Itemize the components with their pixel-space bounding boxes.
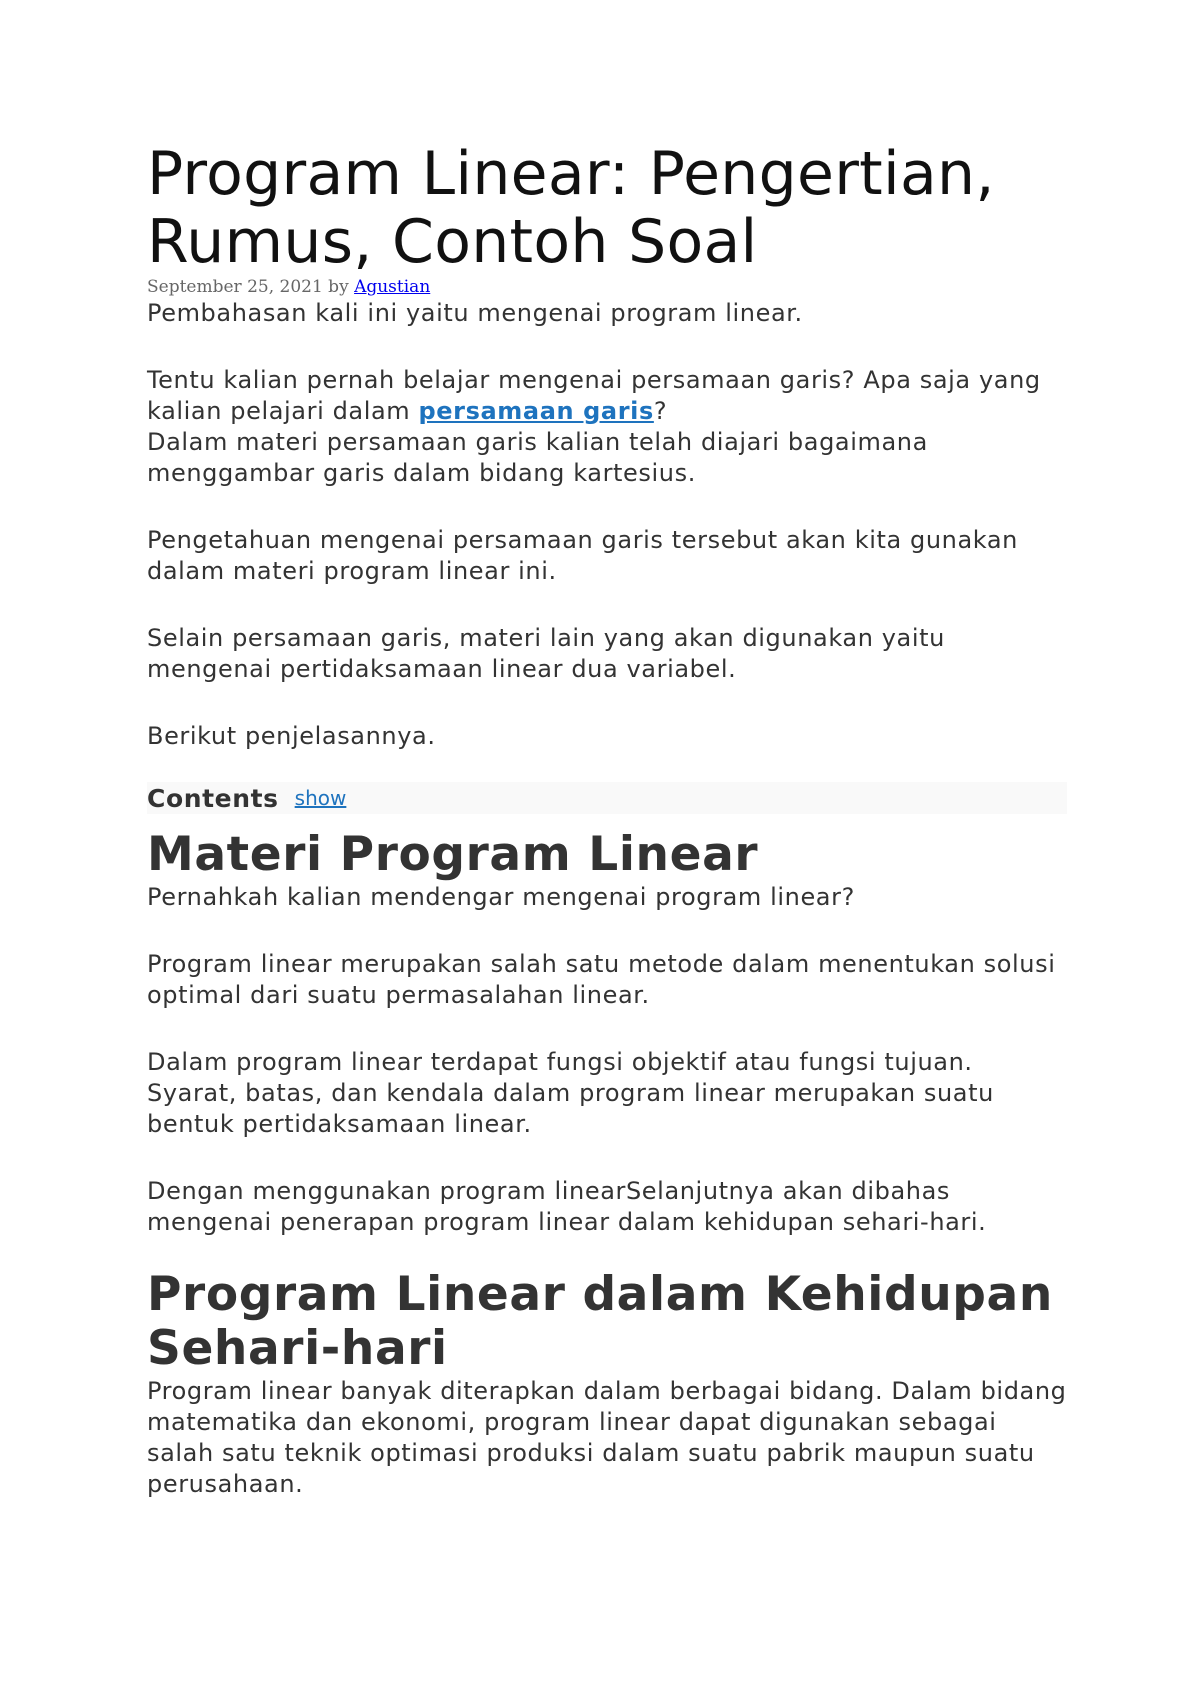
paragraph: Pengetahuan mengenai persamaan garis tersebut akan kita gunakan dalam materi program linear ini. [147,526,1018,585]
toc-label: Contents [147,783,279,813]
post-by: by [322,277,355,297]
intro-paragraph: Pembahasan kali ini yaitu mengenai program linear. [147,299,803,327]
paragraph: Dalam materi persamaan garis kalian telah diajari bagaimana menggambar garis dalam bidang kartesius. [147,428,928,487]
paragraph-text: ? [653,397,668,425]
post-date: September 25, 2021 [147,277,323,297]
toc-show-toggle[interactable]: show [294,786,347,810]
article [147,140,1067,1536]
paragraph [147,365,1067,427]
paragraph: Berikut penjelasannya. [147,722,436,750]
section-heading: Program Linear dalam Kehidupan Sehari-hari [147,1267,1053,1376]
paragraph-text: Tentu kalian pernah belajar mengenai persamaan garis? Apa saja yang kalian pelajari dalam [147,366,1041,425]
page-title: Program Linear: Pengertian, Rumus, Contoh Soal [147,139,995,277]
paragraph: Pernahkah kalian mendengar mengenai program linear? [147,883,855,911]
paragraph: Dalam program linear terdapat fungsi objektif atau fungsi tujuan. Syarat, batas, dan kendala dalam program linear merupakan suatu bentuk pertidaksamaan linear. [147,1048,994,1138]
author-link[interactable]: Agustian [354,277,431,297]
paragraph: Program linear merupakan salah satu metode dalam menentukan solusi optimal dari suatu permasalahan linear. [147,950,1056,1009]
paragraph: Dengan menggunakan program linearSelanjutnya akan dibahas mengenai penerapan program linear dalam kehidupan sehari-hari. [147,1177,987,1236]
persamaan-garis-link[interactable]: persamaan garis [418,397,654,425]
paragraph: Program linear banyak diterapkan dalam berbagai bidang. Dalam bidang matematika dan ekonomi, program linear dapat digunakan sebagai salah satu teknik optimasi produksi dalam suatu pabrik maupun suatu perusahaan. [147,1377,1067,1498]
section-heading: Materi Program Linear [147,827,759,882]
paragraph: Selain persamaan garis, materi lain yang akan digunakan yaitu mengenai pertidaksamaan linear dua variabel. [147,624,945,683]
post-meta [147,276,1067,298]
table-of-contents [147,782,1067,814]
